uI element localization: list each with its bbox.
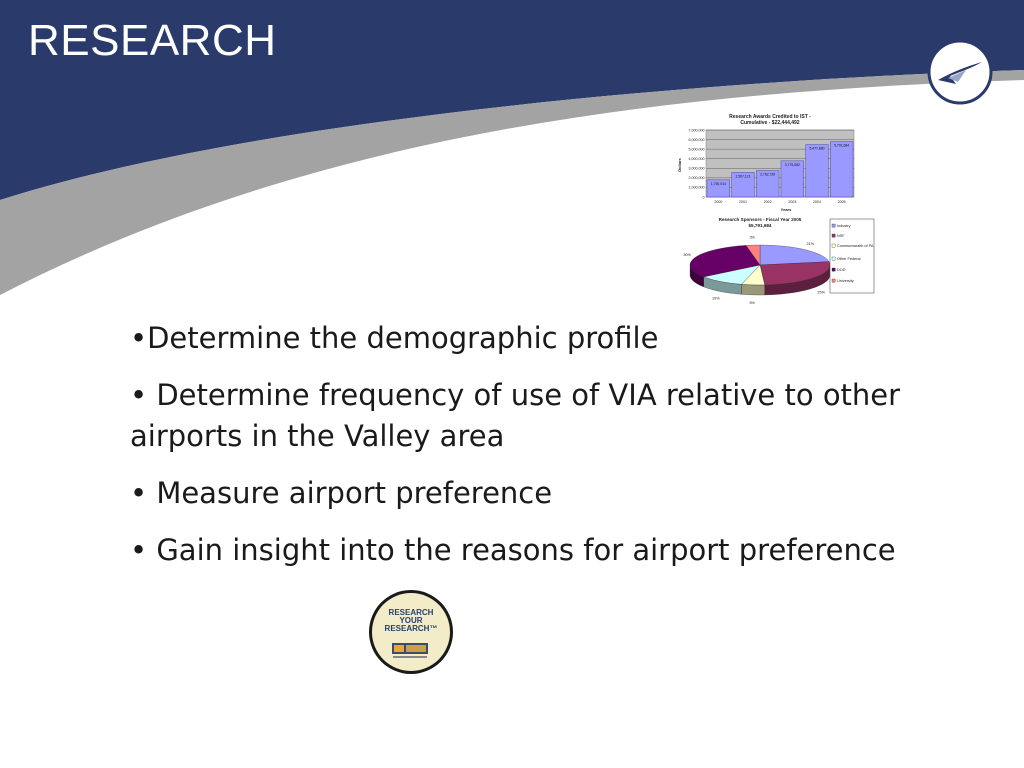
pie-value-label: 30% <box>683 253 692 258</box>
pie-legend-swatch <box>832 268 835 271</box>
bar-ytick-label: 3,000,000 <box>688 166 705 171</box>
research-sponsors-pie-chart <box>678 215 878 306</box>
badge-text-line3: RESEARCH™ <box>384 624 438 633</box>
bar-chart-ylabel: Dollars <box>677 158 682 172</box>
pie-legend <box>830 219 874 293</box>
bar-data-label: 2,567,121 <box>735 174 751 179</box>
research-awards-bar-chart <box>678 110 860 214</box>
bar-xtick-label: 2005 <box>837 200 846 204</box>
bar-ytick-label: 5,000,000 <box>688 147 705 152</box>
pie-legend-swatch <box>832 234 835 237</box>
pie-side-2 <box>742 284 765 295</box>
airplane-swoosh-icon <box>926 38 994 106</box>
bar-xtick-label: 2000 <box>714 200 723 204</box>
pie-value-label: 10% <box>712 296 720 301</box>
pie-chart-subtitle: $5,791,684 <box>748 223 772 228</box>
bullet-airport-preference: • Measure airport preference <box>130 476 553 510</box>
bullet-list <box>130 318 920 587</box>
pie-legend-swatch <box>832 257 835 260</box>
pie-legend-label: NSF <box>837 234 845 238</box>
bar-xtick-label: 2004 <box>813 200 821 204</box>
bar-chart-title-line2: Cumulative - $22,444,492 <box>740 120 800 126</box>
pie-legend-label: DOD <box>837 268 846 272</box>
pie-legend-label: Other Federal <box>837 257 861 261</box>
bar-chart-title-line1: Research Awards Credited to IST - <box>729 114 811 120</box>
bullet-preference-reasons: • Gain insight into the reasons for airport preference <box>130 533 896 567</box>
bar-ytick-label: 6,000,000 <box>688 137 705 142</box>
bullet-demographic-profile: •Determine the demographic profile <box>130 321 659 355</box>
bar-xtick-label: 2002 <box>763 200 772 204</box>
bar-data-label: 5,791,684 <box>834 143 850 148</box>
pie-legend-label: Industry <box>837 224 851 228</box>
pie-legend-swatch <box>832 224 835 227</box>
pie-value-label: 25% <box>817 290 826 295</box>
bar-data-label: 3,775,082 <box>784 162 800 167</box>
bar-plot-area <box>689 128 855 204</box>
bar-2004 <box>806 145 829 197</box>
badge-text-line1: RESEARCH <box>388 608 434 617</box>
pie-chart-title: Research Sponsors - Fiscal Year 2005 <box>718 217 802 222</box>
pie-legend-swatch <box>832 279 835 282</box>
bar-chart-xlabel: Years <box>780 207 792 212</box>
research-your-research-badge <box>365 588 457 678</box>
bar-data-label: 5,477,880 <box>809 146 825 151</box>
bar-ytick-label: 7,000,000 <box>688 128 705 133</box>
pie-legend-swatch <box>832 244 835 247</box>
slide-title: RESEARCH <box>28 16 277 65</box>
bar-ytick-label: 0 <box>702 195 705 200</box>
bar-2005 <box>830 142 853 197</box>
bar-data-label: 2,762,739 <box>760 172 776 177</box>
bullet-frequency-of-use: • Determine frequency of use of VIA relative to other airports in the Valley area <box>130 378 901 453</box>
pie-value-label: 3% <box>749 235 755 240</box>
bar-data-label: 1,790,014 <box>710 181 726 186</box>
bar-ytick-label: 2,000,000 <box>688 176 705 181</box>
bar-ytick-label: 1,000,000 <box>688 185 705 190</box>
pie-legend-label: University <box>837 279 854 283</box>
bar-ytick-label: 4,000,000 <box>688 157 705 162</box>
bar-xtick-label: 2003 <box>788 200 797 204</box>
bar-xtick-label: 2001 <box>739 200 747 204</box>
pie-value-label: 21% <box>806 241 815 246</box>
badge-text-line2: YOUR <box>399 616 423 625</box>
pie-legend-label: Commonwealth of PA <box>837 244 874 248</box>
pie-value-label: 5% <box>749 301 755 306</box>
